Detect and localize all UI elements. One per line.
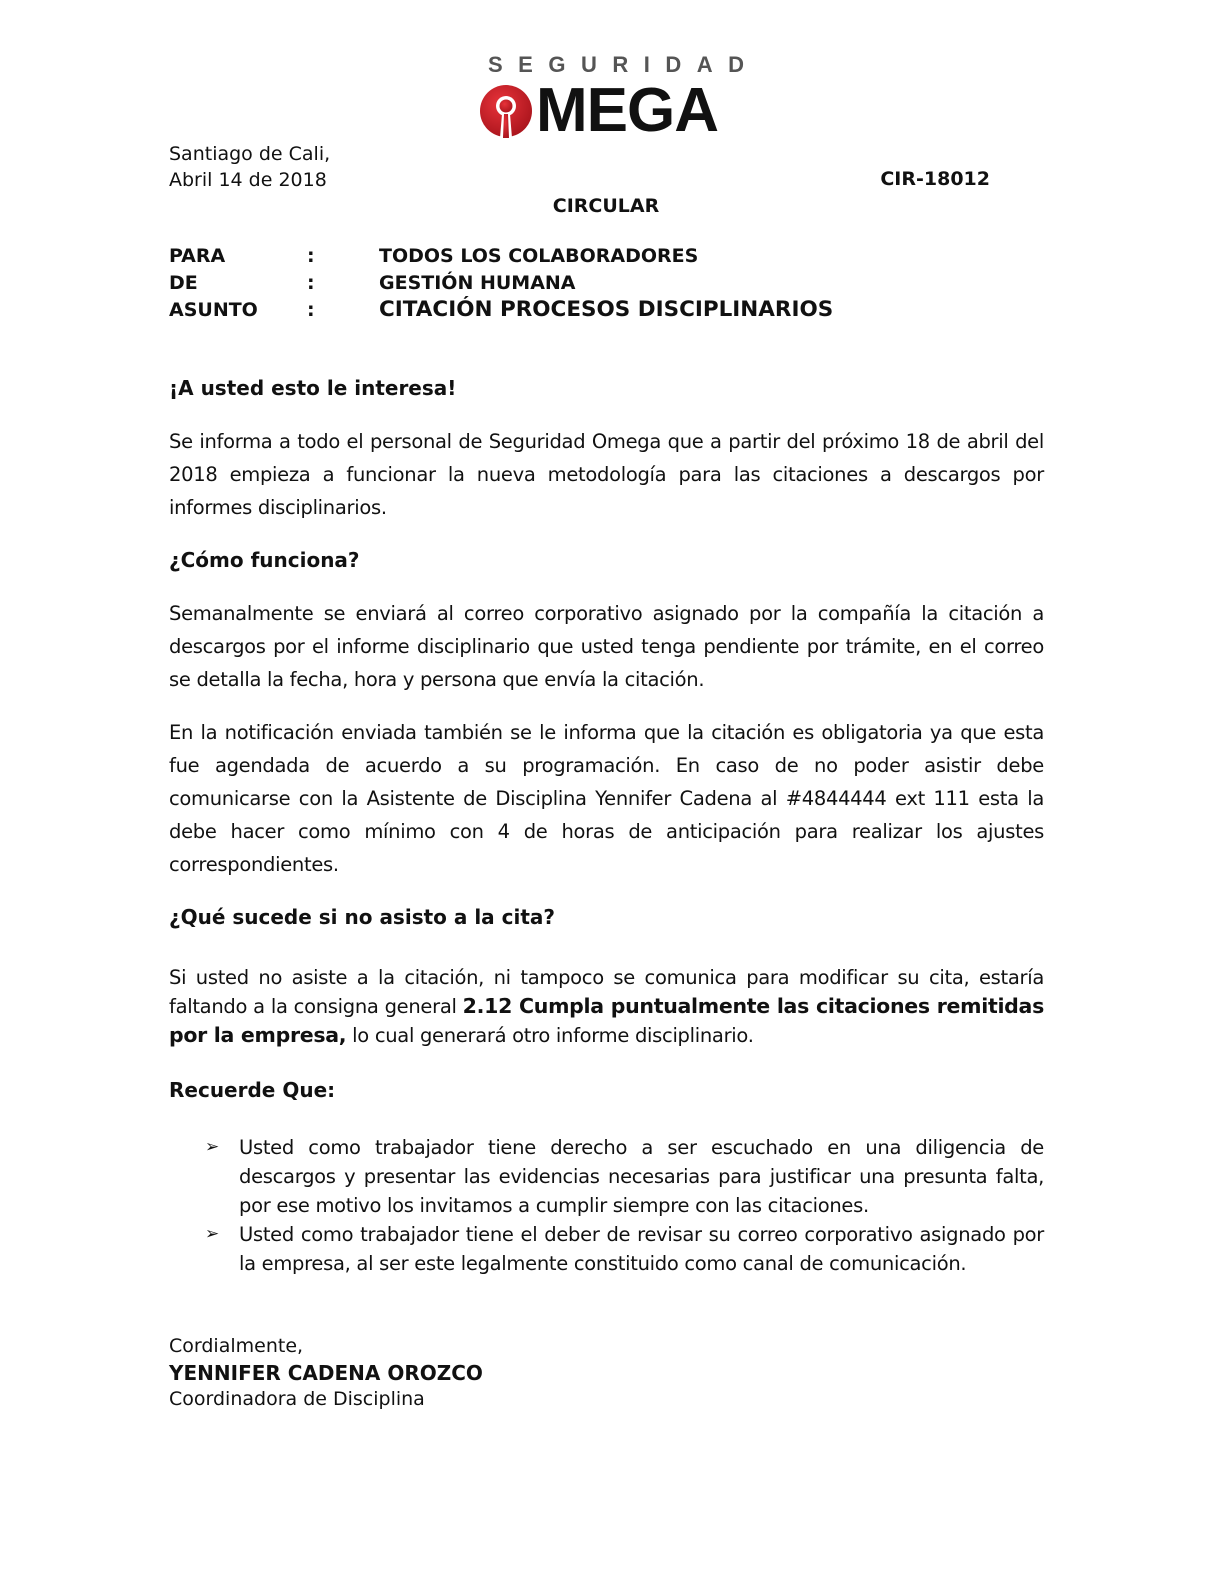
logo-mega-text: MEGA (536, 76, 718, 145)
remember-heading: Recuerde Que: (169, 1078, 336, 1102)
arrow-bullet-icon: ➢ (205, 1137, 219, 1157)
meta-label: ASUNTO (169, 299, 258, 321)
company-logo (478, 52, 760, 145)
meta-separator: : (307, 245, 315, 267)
meta-row-de (169, 270, 576, 296)
intro-paragraph: Se informa a todo el personal de Seguridad Omega que a partir del próximo 18 de abril del 2018 empieza a funcionar la nueva metodología para las citaciones a descargos por informes disciplinarios. (169, 430, 1044, 519)
meta-label: PARA (169, 245, 226, 267)
meta-value: TODOS LOS COLABORADORES (379, 245, 699, 267)
absent-text-pre: Si usted no asiste a la citación, ni tampoco se comunica para modificar su cita, estaría faltando a la consigna general (169, 966, 1044, 1018)
arrow-bullet-icon: ➢ (205, 1224, 219, 1244)
list-item-text: Usted como trabajador tiene el deber de revisar su correo corporativo asignado por la empresa, al ser este legalmente constituido como canal de comunicación. (239, 1223, 1044, 1275)
intro-heading: ¡A usted esto le interesa! (169, 376, 457, 400)
meta-value: GESTIÓN HUMANA (379, 272, 576, 294)
logo-bottom (478, 76, 718, 145)
absent-paragraph (169, 963, 1044, 1050)
meta-row-para (169, 243, 698, 269)
logo-top-text: SEGURIDAD (488, 52, 760, 77)
document-type-title: CIRCULAR (552, 195, 660, 217)
city-line: Santiago de Cali, (169, 143, 331, 165)
list-item (169, 1133, 1044, 1220)
closing-line: Cordialmente, (169, 1335, 304, 1357)
signer-title: Coordinadora de Disciplina (169, 1388, 425, 1410)
circular-reference: CIR-18012 (880, 168, 990, 190)
meta-label: DE (169, 272, 198, 294)
omega-icon (478, 84, 534, 138)
meta-separator: : (307, 272, 315, 294)
how-paragraph-1: Semanalmente se enviará al correo corporativo asignado por la compañía la citación a descargos por el informe disciplinario que usted tenga pendiente por trámite, en el correo se detalla la fecha, hora y persona que envía la citación. (169, 602, 1044, 691)
meta-row-asunto (169, 297, 833, 323)
meta-separator: : (307, 299, 315, 321)
list-item (169, 1220, 1044, 1278)
how-paragraph-2: En la notificación enviada también se le informa que la citación es obligatoria ya que esta fue agendada de acuerdo a su programación. En caso de no poder asistir debe comunicarse con la Asistente de Disciplina Yennifer Cadena al #4844444 ext 111 esta la debe hacer como mínimo con 4 de horas de anticipación para realizar los ajustes correspondientes. (169, 721, 1044, 876)
date-line: Abril 14 de 2018 (169, 169, 327, 191)
signer-name: YENNIFER CADENA OROZCO (169, 1361, 483, 1385)
meta-value: CITACIÓN PROCESOS DISCIPLINARIOS (379, 297, 834, 322)
absent-rule-highlight: 2.12 Cumpla puntualmente las citaciones remitidas por la empresa, (169, 994, 1044, 1047)
absent-text-post: lo cual generará otro informe disciplinario. (346, 1024, 754, 1047)
list-item-text: Usted como trabajador tiene derecho a ser escuchado en una diligencia de descargos y presentar las evidencias necesarias para justificar una presunta falta, por ese motivo los invitamos a cumplir siempre con las citaciones. (239, 1136, 1044, 1217)
how-heading: ¿Cómo funciona? (169, 548, 360, 572)
absent-heading: ¿Qué sucede si no asisto a la cita? (169, 905, 556, 929)
remember-list (169, 1133, 1044, 1278)
